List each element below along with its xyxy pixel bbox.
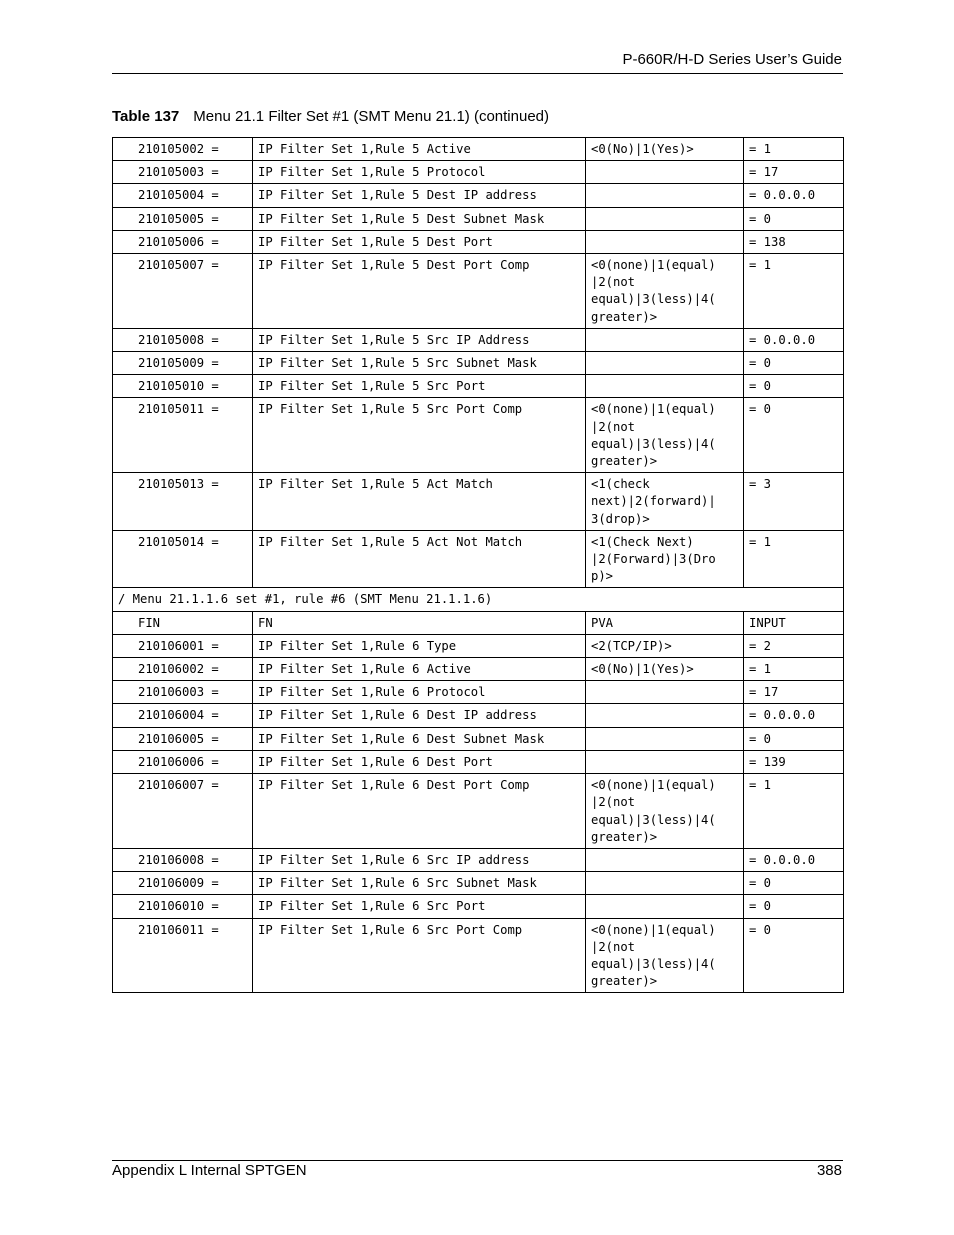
pva-cell: <0(none)|1(equal) |2(not equal)|3(less)|4( greater)> (586, 254, 744, 329)
fn-cell: IP Filter Set 1,Rule 5 Src Subnet Mask (253, 352, 586, 375)
pva-cell: <0(none)|1(equal) |2(not equal)|3(less)|4( greater)> (586, 918, 744, 993)
input-cell: = 0.0.0.0 (744, 328, 844, 351)
fn-cell: IP Filter Set 1,Rule 5 Act Not Match (253, 530, 586, 588)
fin-cell: 210106009 = (113, 872, 253, 895)
input-cell: = 0.0.0.0 (744, 184, 844, 207)
table-body-rule-5 (113, 138, 844, 588)
column-header-pva: PVA (586, 611, 744, 634)
input-cell: = 2 (744, 634, 844, 657)
pva-cell: <1(Check Next) |2(Forward)|3(Dro p)> (586, 530, 744, 588)
fn-cell: IP Filter Set 1,Rule 5 Src Port Comp (253, 398, 586, 473)
column-header-fin: FIN (113, 611, 253, 634)
pva-cell (586, 161, 744, 184)
pva-cell: <1(check next)|2(forward)| 3(drop)> (586, 473, 744, 531)
input-cell: = 0 (744, 352, 844, 375)
input-cell: = 0 (744, 398, 844, 473)
pva-cell (586, 848, 744, 871)
fin-cell: 210106005 = (113, 727, 253, 750)
fn-cell: IP Filter Set 1,Rule 6 Dest Port Comp (253, 774, 586, 849)
table-row (113, 398, 844, 473)
table-row (113, 530, 844, 588)
table-row (113, 848, 844, 871)
fin-cell: 210106004 = (113, 704, 253, 727)
table-row (113, 727, 844, 750)
fin-cell: 210105005 = (113, 207, 253, 230)
table-row (113, 328, 844, 351)
fin-cell: 210105008 = (113, 328, 253, 351)
fn-cell: IP Filter Set 1,Rule 6 Type (253, 634, 586, 657)
fn-cell: IP Filter Set 1,Rule 6 Src Port (253, 895, 586, 918)
table-row (113, 207, 844, 230)
pva-cell: <0(none)|1(equal) |2(not equal)|3(less)|4( greater)> (586, 774, 744, 849)
input-cell: = 17 (744, 161, 844, 184)
table-row (113, 161, 844, 184)
table-row (113, 774, 844, 849)
fn-cell: IP Filter Set 1,Rule 5 Active (253, 138, 586, 161)
fn-cell: IP Filter Set 1,Rule 5 Dest IP address (253, 184, 586, 207)
fin-cell: 210106003 = (113, 681, 253, 704)
input-cell: = 1 (744, 254, 844, 329)
input-cell: = 139 (744, 750, 844, 773)
fn-cell: IP Filter Set 1,Rule 6 Dest IP address (253, 704, 586, 727)
table-row (113, 184, 844, 207)
fn-cell: IP Filter Set 1,Rule 5 Dest Subnet Mask (253, 207, 586, 230)
pva-cell: <0(No)|1(Yes)> (586, 138, 744, 161)
fn-cell: IP Filter Set 1,Rule 6 Src IP address (253, 848, 586, 871)
input-cell: = 1 (744, 530, 844, 588)
fn-cell: IP Filter Set 1,Rule 6 Src Port Comp (253, 918, 586, 993)
fn-cell: IP Filter Set 1,Rule 5 Dest Port Comp (253, 254, 586, 329)
table-row (113, 918, 844, 993)
fin-cell: 210106001 = (113, 634, 253, 657)
fin-cell: 210106011 = (113, 918, 253, 993)
pva-cell (586, 681, 744, 704)
pva-cell: <0(none)|1(equal) |2(not equal)|3(less)|4( greater)> (586, 398, 744, 473)
fn-cell: IP Filter Set 1,Rule 5 Protocol (253, 161, 586, 184)
filter-set-table (112, 137, 844, 993)
header-rule (112, 73, 843, 74)
input-cell: = 1 (744, 658, 844, 681)
fin-cell: 210105007 = (113, 254, 253, 329)
fin-cell: 210105006 = (113, 230, 253, 253)
fin-cell: 210106006 = (113, 750, 253, 773)
fin-cell: 210105009 = (113, 352, 253, 375)
fn-cell: IP Filter Set 1,Rule 6 Active (253, 658, 586, 681)
table-caption (112, 108, 549, 125)
fin-cell: 210106010 = (113, 895, 253, 918)
input-cell: = 1 (744, 774, 844, 849)
table-caption-label: Table 137 (112, 108, 180, 125)
fn-cell: IP Filter Set 1,Rule 6 Dest Subnet Mask (253, 727, 586, 750)
table-row (113, 473, 844, 531)
footer-page-number: 388 (816, 1162, 842, 1179)
fin-cell: 210105004 = (113, 184, 253, 207)
table-row (113, 895, 844, 918)
input-cell: = 0 (744, 918, 844, 993)
pva-cell: <2(TCP/IP)> (586, 634, 744, 657)
footer-rule (112, 1160, 843, 1161)
pva-cell (586, 895, 744, 918)
fin-cell: 210105013 = (113, 473, 253, 531)
table-body-rule-6 (113, 634, 844, 992)
fin-cell: 210105003 = (113, 161, 253, 184)
fin-cell: 210106007 = (113, 774, 253, 849)
table-section-rule-6 (113, 588, 844, 634)
pva-cell (586, 872, 744, 895)
fn-cell: IP Filter Set 1,Rule 5 Src IP Address (253, 328, 586, 351)
pva-cell (586, 352, 744, 375)
pva-cell (586, 750, 744, 773)
input-cell: = 3 (744, 473, 844, 531)
section-row (113, 588, 844, 611)
table-row (113, 704, 844, 727)
running-header: P-660R/H-D Series User’s Guide (622, 51, 842, 68)
table-row (113, 352, 844, 375)
footer-section-title: Appendix L Internal SPTGEN (112, 1162, 307, 1179)
fn-cell: IP Filter Set 1,Rule 6 Dest Port (253, 750, 586, 773)
pva-cell (586, 727, 744, 750)
pva-cell: <0(No)|1(Yes)> (586, 658, 744, 681)
column-header-input: INPUT (744, 611, 844, 634)
pva-cell (586, 375, 744, 398)
table-row (113, 375, 844, 398)
input-cell: = 1 (744, 138, 844, 161)
fin-cell: 210106008 = (113, 848, 253, 871)
pva-cell (586, 230, 744, 253)
input-cell: = 0 (744, 375, 844, 398)
column-header-fn: FN (253, 611, 586, 634)
table-row (113, 681, 844, 704)
fin-cell: 210105002 = (113, 138, 253, 161)
fin-cell: 210105010 = (113, 375, 253, 398)
input-cell: = 0 (744, 895, 844, 918)
input-cell: = 0 (744, 207, 844, 230)
pva-cell (586, 184, 744, 207)
input-cell: = 138 (744, 230, 844, 253)
section-heading-cell: / Menu 21.1.1.6 set #1, rule #6 (SMT Menu 21.1.1.6) (113, 588, 844, 611)
table-row (113, 254, 844, 329)
column-header-row (113, 611, 844, 634)
input-cell: = 17 (744, 681, 844, 704)
input-cell: = 0 (744, 872, 844, 895)
input-cell: = 0.0.0.0 (744, 704, 844, 727)
table-row (113, 658, 844, 681)
input-cell: = 0 (744, 727, 844, 750)
fin-cell: 210105014 = (113, 530, 253, 588)
fn-cell: IP Filter Set 1,Rule 6 Protocol (253, 681, 586, 704)
fn-cell: IP Filter Set 1,Rule 5 Src Port (253, 375, 586, 398)
table-row (113, 750, 844, 773)
pva-cell (586, 207, 744, 230)
fn-cell: IP Filter Set 1,Rule 5 Dest Port (253, 230, 586, 253)
table-row (113, 138, 844, 161)
fin-cell: 210106002 = (113, 658, 253, 681)
fn-cell: IP Filter Set 1,Rule 6 Src Subnet Mask (253, 872, 586, 895)
fin-cell: 210105011 = (113, 398, 253, 473)
fn-cell: IP Filter Set 1,Rule 5 Act Match (253, 473, 586, 531)
table-row (113, 634, 844, 657)
pva-cell (586, 328, 744, 351)
table-row (113, 230, 844, 253)
input-cell: = 0.0.0.0 (744, 848, 844, 871)
table-row (113, 872, 844, 895)
table-caption-text: Menu 21.1 Filter Set #1 (SMT Menu 21.1) (continued) (193, 108, 549, 125)
pva-cell (586, 704, 744, 727)
